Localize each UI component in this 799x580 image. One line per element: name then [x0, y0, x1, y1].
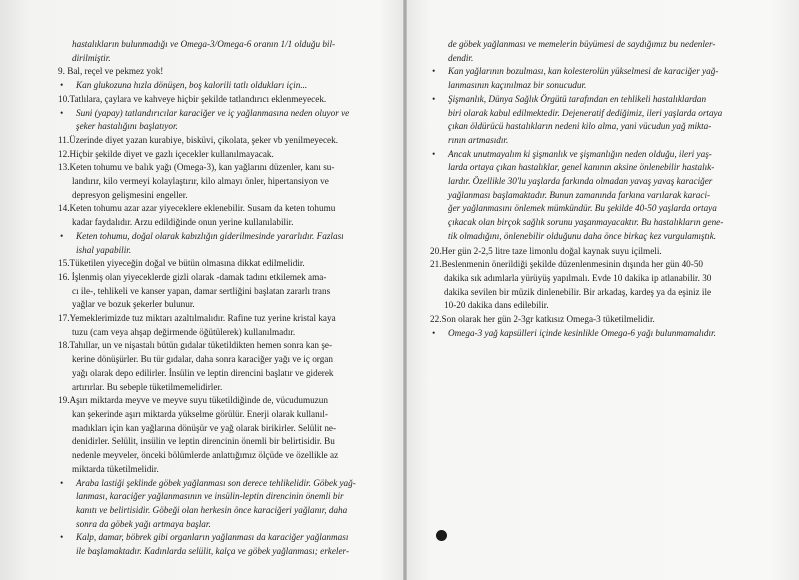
left-page-line: ishal yapabilir.	[76, 244, 132, 255]
left-page-line: lanması, karaciğer yağlanmasının ve insülin-leptin direncinin önemli bir	[76, 491, 344, 502]
left-page-line: şeker hastalığını başlatıyor.	[76, 121, 178, 132]
right-page-line: 22.Son olarak her gün 2-3gr katkısız Omega-3 tüketilmelidir.	[430, 314, 655, 325]
left-page-line: • Araba lastiği şeklinde göbek yağlanması son derece tehlikelidir. Göbek yağ-	[58, 477, 391, 491]
right-page-line: dakika sık adımlarla yürüyüş yapılmalı. Evde 10 dakika ip atlanabilir. 30	[444, 272, 712, 283]
right-page-line: çıkan öldürücü hastalıkların nedeni kilo alma, yani vücudun yağ mikta-	[448, 121, 712, 132]
left-page-line: 14.Keten tohumu azar azar yiyeceklere eklenebilir. Susam da keten tohumu	[58, 203, 336, 214]
right-page-line: ğer yağlanmasını önlemek mümkündür. Bu şekilde 40-50 yaşlarda ortaya	[448, 203, 717, 214]
left-page-line: 9. Bal, reçel ve pekmez yok!	[58, 66, 164, 77]
right-page-line: • Şişmanlık, Dünya Sağlık Örgütü tarafından en tehlikeli hastalıklardan	[430, 93, 770, 107]
left-page-line: 10.Tatlılara, çaylara ve kahveye hiçbir şekilde tatlandırıcı eklenmeyecek.	[58, 93, 327, 104]
left-page-line: artırırlar. Bu sebeple tüketilmemelidirler.	[72, 381, 223, 392]
right-page-line: tik olmadığını, önlenebilir olduğunu daha önce birkaç kez vurgulamıştık.	[448, 230, 717, 241]
right-page-line: • Kan yağlarının bozulması, kan kolesterolün yükselmesi de karaciğer yağ-	[430, 65, 770, 79]
right-page	[430, 38, 770, 340]
right-page-line: lanmasının kaçınılmaz bir sonucudur.	[448, 80, 587, 91]
left-page-line: cı ile-, tehlikeli ve kanser yapan, damar sertliğini başlatan zararlı trans	[72, 285, 331, 296]
left-page-line: • Kalp, damar, böbrek gibi organların yağlanması da karaciğer yağlanması	[58, 531, 391, 545]
left-page-line: 19.Aşırı miktarda meyve ve meyve suyu tüketildiğinde de, vücudumuzun	[58, 395, 328, 406]
book-gutter	[403, 0, 407, 580]
left-page-line: hastalıkların bulunmadığı ve Omega-3/Omega-6 oranın 1/1 olduğu bil-	[72, 39, 336, 49]
right-page-line: lardır. Özellikle 30'lu yaşlarda farkında olmadan yavaş yavaş karaciğer	[448, 176, 713, 187]
left-page-line: kan şekerinde aşırı miktarda yükselme görülür. Enerji olarak kullanıl-	[72, 408, 328, 419]
left-page-line: yağlar ve bozuk şekerler bulunur.	[72, 299, 195, 310]
left-page-line: kanıtı ve belirtisidir. Göbeği olan herkesin önce karaciğeri yağlanır, daha	[76, 504, 348, 515]
left-page-line: yağı olarak depo edilirler. İnsülin ve leptin direncini başlatır ve giderek	[72, 367, 334, 378]
left-page-line: • Kan glukozuna hızla dönüşen, boş kalorili tatlı oldukları için...	[58, 79, 391, 93]
left-page-line: 13.Keten tohumu ve balık yağı (Omega-3), kan yağlarını düzenler, kanı su-	[58, 162, 335, 173]
left-page-line: denidirler. Selülit, insülin ve leptin direncinin önemli bir belirtisidir. Bu	[72, 436, 335, 447]
left-page-line: depresyon gelişmesini engeller.	[72, 189, 188, 200]
left-page-line: 18.Tahıllar, un ve nişastalı bütün gıdalar tüketildikten hemen sonra kan şe-	[58, 340, 333, 351]
left-page-line: ile başlamaktadır. Kadınlarda selülit, kalça ve göbek yağlanması; erkeler-	[76, 546, 350, 557]
left-page-line: miktarda tüketilmelidir.	[72, 463, 159, 474]
right-page-line: çıkacak olan birçok sağlık sorunu yaşanmayacaktır. Bu hastalıkların gene-	[448, 217, 724, 228]
ink-bullet-mark	[436, 530, 447, 541]
left-page-line: • Suni (yapay) tatlandırıcılar karaciğer ve iç yağlanmasına neden oluyor ve	[58, 107, 391, 121]
left-page-line: 15.Tüketilen yiyeceğin doğal ve bütün olmasına dikkat edilmelidir.	[58, 258, 305, 269]
right-page-line: 21.Beslenmenin önerildiği şekilde düzenlenmesinin dışında her gün 40-50	[430, 259, 704, 270]
right-page-line: dakika sevilen bir müzik dinlenebilir. Bir arkadaş, kardeş ya da eşiniz ile	[444, 286, 712, 297]
right-page-line: biri olarak kabul edilmektedir. Dejeneratif dediğimiz, ileri yaşlarda ortaya	[448, 107, 723, 118]
right-page-line: • Ancak unutmayalım ki şişmanlık ve şişmanlığın neden olduğu, ileri yaş-	[430, 148, 770, 162]
left-page-line: madıkları için kan yağlarına dönüşür ve yağ olarak birikirler. Selülit ne-	[72, 422, 337, 433]
left-page-line: kerine dönüşürler. Bu tür gıdalar, daha sonra karaciğer yağı ve iç organ	[72, 354, 333, 365]
right-page-line: de göbek yağlanması ve memelerin büyümesi de saydığımız bu nedenler-	[448, 39, 716, 49]
left-page-line: kadar faydalıdır. Arzu edildiğinde onun yerine kullanılabilir.	[72, 217, 294, 228]
left-page-line: 17.Yemeklerimizde tuz miktarı azaltılmalıdır. Rafine tuz yerine kristal kaya	[58, 313, 336, 324]
left-page-line: dirilmiştir.	[72, 52, 111, 63]
left-page-line: landırır, kilo vermeyi kolaylaştırır, kilo almayı önler, hipertansiyon ve	[72, 176, 329, 187]
left-page-line: • Keten tohumu, doğal olarak kabızlığın giderilmesinde yararlıdır. Fazlası	[58, 230, 391, 244]
right-page-line: rının artmasıdır.	[448, 134, 509, 145]
right-page-line: 10-20 dakika dans edilebilir.	[444, 300, 549, 311]
left-page-line: sonra da göbek yağı artmaya başlar.	[76, 518, 211, 529]
left-page	[58, 38, 391, 559]
left-page-line: 16. İşlenmiş olan yiyeceklerde gizli olarak -damak tadını etkilemek ama-	[58, 271, 327, 282]
right-page-line: yağlanması başlamaktadır. Bunun zamanında farkına varılarak karaci-	[448, 189, 711, 200]
left-page-line: tuzu (cam veya ahşap değirmende öğütülerek) kullanılmadır.	[72, 326, 296, 337]
right-page-line: larda ortaya çıkan hastalıklar, genel kanının aksine önlenebilir hastalık-	[448, 162, 715, 173]
left-page-line: 12.Hiçbir şekilde diyet ve gazlı içecekler kullanılmayacak.	[58, 148, 274, 159]
right-page-line: 20.Her gün 2-2,5 litre taze limonlu doğal kaynak suyu içilmeli.	[430, 245, 662, 256]
left-page-line: 11.Üzerinde diyet yazan kurabiye, bisküvi, çikolata, şeker vb yenilmeyecek.	[58, 134, 339, 145]
left-page-line: nedenle meyveler, önceki bölümlerde anlattığımız ölçüde ve özellikle az	[72, 450, 339, 461]
right-page-line: dendir.	[448, 52, 474, 63]
right-page-line: • Omega-3 yağ kapsülleri içinde kesinlikle Omega-6 yağı bulunmamalıdır.	[430, 327, 770, 341]
